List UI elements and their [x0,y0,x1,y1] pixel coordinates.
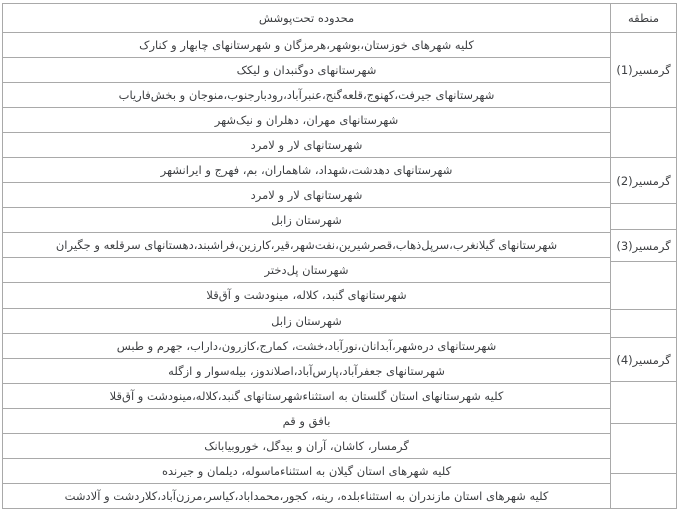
coverage-cell: شهرستانهای جیرفت،کهنوج،قلعه‌گنج،عنبرآباد،رودبارجنوب،منوجان و بخش‌فاریاب [3,83,610,108]
coverage-header-cell: محدوده تحت‌پوشش [3,4,610,33]
coverage-cell: کلیه شهرهای استان گیلان به استثناءماسوله، دیلمان و جیرنده [3,459,610,484]
region-cell: گرمسیر(2) [611,158,676,204]
coverage-cell: شهرستانهای مهران، دهلران و نیک‌شهر [3,108,610,133]
coverage-column [3,4,610,508]
region-cell [611,204,676,230]
coverage-cell: شهرستان زابل [3,208,610,233]
coverage-cell: شهرستان پل‌دختر [3,258,610,283]
coverage-cell: شهرستانهای دوگنبدان و لیکک [3,58,610,83]
region-cell [611,108,676,158]
region-header-cell: منطقه [611,4,676,33]
regions-coverage-table [2,3,677,509]
coverage-cell: شهرستان زابل [3,309,610,334]
region-cell: گرمسیر(1) [611,33,676,108]
region-cell [611,310,676,338]
coverage-cell: شهرستانهای گنبد، کلاله، مینودشت و آق‌قلا [3,283,610,308]
coverage-cell: کلیه شهرهای خوزستان،بوشهر،هرمزگان و شهرستانهای چابهار و کنارک [3,33,610,58]
coverage-cell: شهرستانهای لار و لامرد [3,183,610,208]
region-cell: گرمسیر(4) [611,338,676,382]
coverage-cell: بافق و قم [3,409,610,434]
region-cell [611,424,676,474]
coverage-cell: گرمسار، کاشان، آران و بیدگل، خوروبیابانک [3,434,610,459]
region-column [610,4,676,508]
region-cell [611,474,676,508]
coverage-cell: شهرستانهای گیلانغرب،سرپل‌ذهاب،قصرشیرین،نفت‌شهر،قیر،کارزین،فراشبند،دهستانهای سرقلعه و جگیران [3,233,610,258]
region-cell [611,382,676,424]
coverage-cell: شهرستانهای دهدشت،شهداد، شاهماران، بم، فهرج و ایرانشهر [3,158,610,183]
coverage-cell: شهرستانهای دره‌شهر،آبدانان،نورآباد،خشت، کمارج،کازرون،داراب، جهرم و طبس [3,334,610,359]
coverage-cell: شهرستانهای جعفرآباد،پارس‌آباد،اصلاندوز، بیله‌سوار و ازگله [3,359,610,384]
coverage-cell: شهرستانهای لار و لامرد [3,133,610,158]
coverage-cell: کلیه شهرستانهای استان گلستان به استثناءشهرستانهای گنبد،کلاله،مینودشت و آق‌قلا [3,384,610,409]
coverage-cell: کلیه شهرهای استان مازندران به استثناءبلده، رینه، کجور،محمداباد،کیاسر،مرزن‌آباد،کلاردشت و آلادشت [3,484,610,508]
region-cell: گرمسیر(3) [611,230,676,262]
region-cell [611,262,676,310]
